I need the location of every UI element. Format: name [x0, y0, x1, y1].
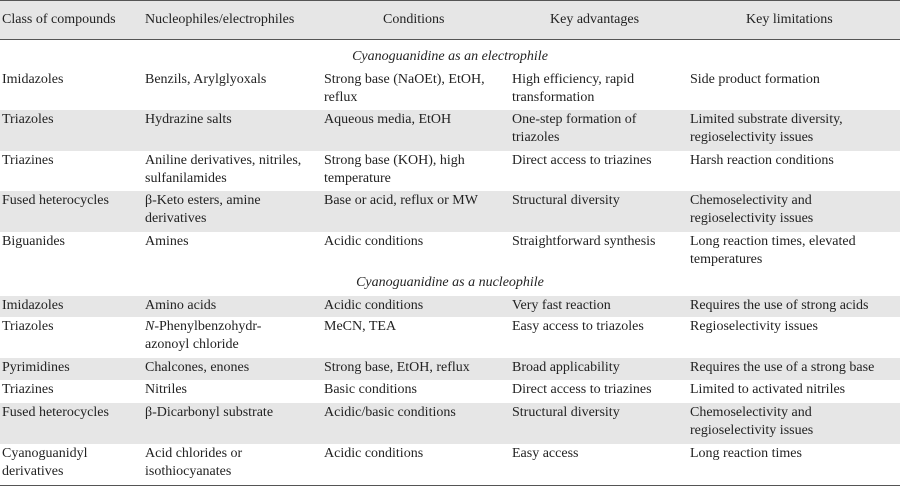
- cell-advantages: Easy access to triazoles: [512, 319, 644, 334]
- header-conditions: Conditions: [383, 12, 445, 27]
- cell-limitations: Side product formation: [690, 72, 820, 87]
- cell-class: Imidazoles: [2, 72, 64, 87]
- cell-conditions: Acidic conditions: [324, 234, 424, 249]
- cell-reagent: β-Keto esters, amine derivatives: [145, 193, 261, 226]
- cell-advantages: High efficiency, rapid transformation: [512, 72, 635, 105]
- cell-reagent: Amino acids: [145, 298, 217, 313]
- cell-reagent: N-Phenylbenzohydr-azonoyl chloride: [145, 319, 262, 352]
- cell-advantages: Easy access: [512, 446, 579, 461]
- cell-advantages: Very fast reaction: [512, 298, 611, 313]
- table-header: [0, 0, 900, 40]
- cell-conditions: Acidic/basic conditions: [324, 405, 456, 420]
- cell-reagent: β-Dicarbonyl substrate: [145, 405, 274, 420]
- cell-conditions: Strong base (KOH), high temperature: [324, 153, 465, 186]
- cell-advantages: Structural diversity: [512, 193, 620, 208]
- cell-reagent: Hydrazine salts: [145, 112, 232, 127]
- table-row: [0, 358, 900, 380]
- cell-limitations: Limited to activated nitriles: [690, 382, 846, 397]
- cell-advantages: Broad applicability: [512, 360, 620, 375]
- cell-conditions: Acidic conditions: [324, 446, 424, 461]
- cell-conditions: Strong base (NaOEt), EtOH, reflux: [324, 72, 485, 105]
- cell-class: Pyrimidines: [2, 360, 70, 375]
- table-bottom-rule: [0, 485, 900, 486]
- cell-limitations: Chemoselectivity and regioselectivity issues: [690, 405, 814, 438]
- table-row: [0, 296, 900, 317]
- cell-conditions: Basic conditions: [324, 382, 417, 397]
- table-row: [0, 110, 900, 151]
- header-limitations: Key limitations: [746, 12, 833, 27]
- cell-class: Cyanoguanidyl derivatives: [2, 446, 88, 479]
- cell-advantages: Direct access to triazines: [512, 382, 652, 397]
- section-title: Cyanoguanidine as an electrophile: [352, 49, 548, 64]
- cell-class: Triazines: [2, 382, 54, 397]
- table-row: [0, 191, 900, 232]
- cell-class: Triazoles: [2, 112, 54, 127]
- table-row: [0, 403, 900, 444]
- cell-advantages: Structural diversity: [512, 405, 620, 420]
- cell-class: Imidazoles: [2, 298, 64, 313]
- table-row: [0, 232, 900, 272]
- cell-advantages: One-step formation of triazoles: [512, 112, 637, 145]
- cell-class: Triazoles: [2, 319, 54, 334]
- cell-limitations: Limited substrate diversity, regioselectivity issues: [690, 112, 843, 145]
- cell-limitations: Long reaction times, elevated temperatures: [690, 234, 856, 267]
- cell-advantages: Straightforward synthesis: [512, 234, 656, 249]
- cell-class: Biguanides: [2, 234, 65, 249]
- cell-advantages: Direct access to triazines: [512, 153, 652, 168]
- cell-reagent: Amines: [145, 234, 189, 249]
- cell-class: Fused heterocycles: [2, 193, 109, 208]
- cell-conditions: Acidic conditions: [324, 298, 424, 313]
- cell-limitations: Requires the use of a strong base: [690, 360, 875, 375]
- cell-conditions: MeCN, TEA: [324, 319, 397, 334]
- cell-reagent: Aniline derivatives, nitriles, sulfanilamides: [145, 153, 302, 186]
- header-nucleophiles: Nucleophiles/electrophiles: [145, 12, 295, 27]
- table-row: [0, 70, 900, 110]
- cell-limitations: Regioselectivity issues: [690, 319, 818, 334]
- table-row: [0, 151, 900, 191]
- cell-reagent: Chalcones, enones: [145, 360, 250, 375]
- cell-reagent: Benzils, Arylglyoxals: [145, 72, 267, 87]
- table-row: [0, 317, 900, 358]
- cell-reagent: Nitriles: [145, 382, 187, 397]
- header-advantages: Key advantages: [550, 12, 640, 27]
- table-row: [0, 380, 900, 403]
- cell-conditions: Aqueous media, EtOH: [324, 112, 452, 127]
- cell-conditions: Base or acid, reflux or MW: [324, 193, 478, 208]
- cell-limitations: Requires the use of strong acids: [690, 298, 869, 313]
- cell-limitations: Long reaction times: [690, 446, 802, 461]
- cell-class: Triazines: [2, 153, 54, 168]
- cell-limitations: Chemoselectivity and regioselectivity issues: [690, 193, 814, 226]
- table-row: [0, 444, 900, 484]
- cell-class: Fused heterocycles: [2, 405, 109, 420]
- cell-reagent: Acid chlorides or isothiocyanates: [145, 446, 243, 479]
- section-title: Cyanoguanidine as a nucleophile: [356, 275, 544, 290]
- cell-conditions: Strong base, EtOH, reflux: [324, 360, 470, 375]
- cell-limitations: Harsh reaction conditions: [690, 153, 834, 168]
- header-class: Class of compounds: [2, 12, 116, 27]
